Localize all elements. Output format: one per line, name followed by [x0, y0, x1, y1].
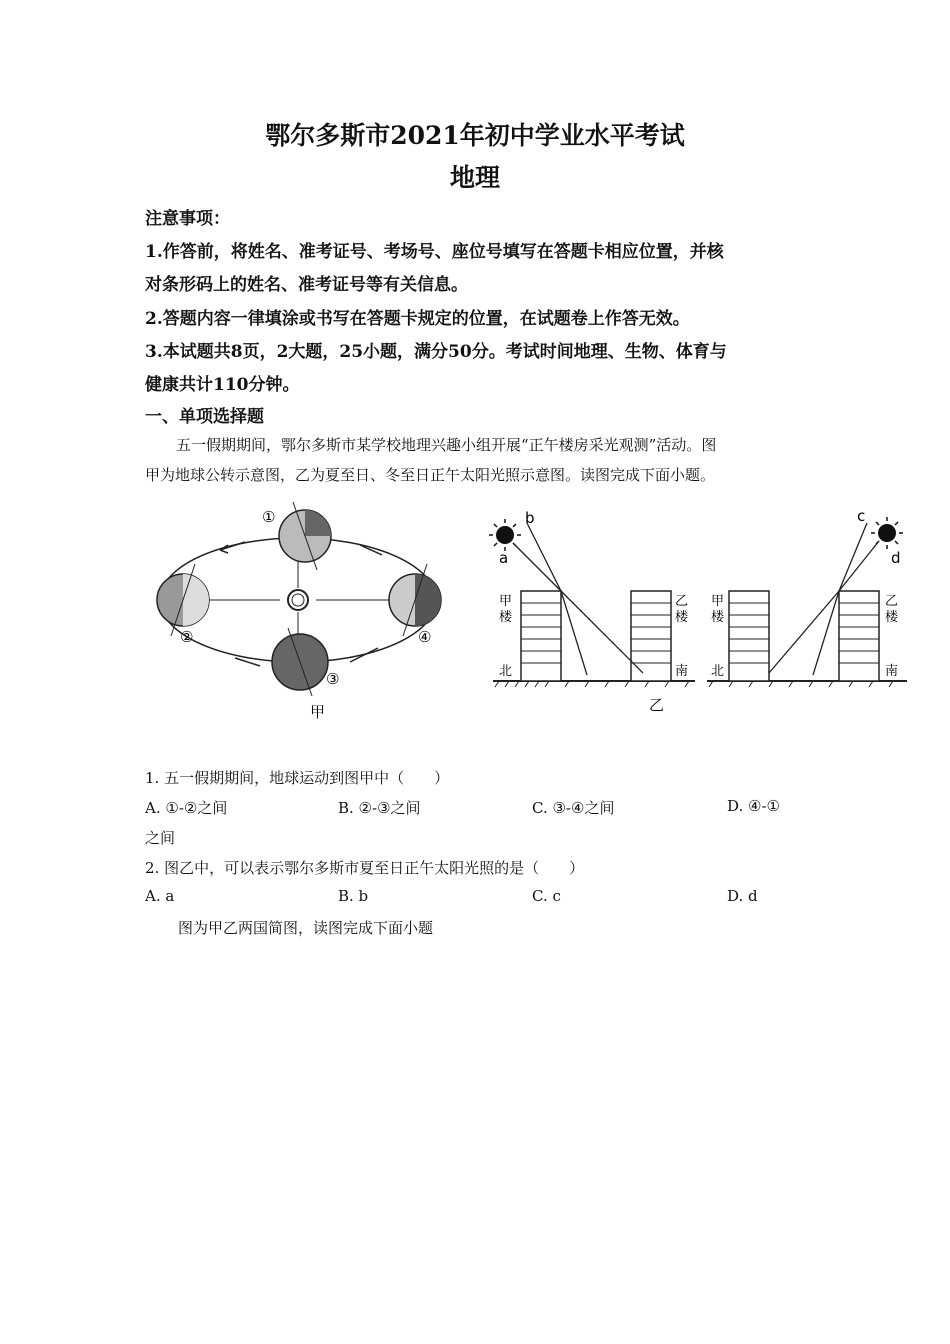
question-2-option-c[interactable]: C. c: [532, 887, 561, 905]
ray-label-c: c: [857, 507, 866, 525]
exam-title: 鄂尔多斯市2021年初中学业水平考试: [265, 121, 685, 150]
position-label-1: ①: [262, 508, 276, 526]
question-1-option-d[interactable]: D. ④-①: [727, 797, 780, 815]
illumination-diagram: [485, 505, 915, 720]
building-floor-lines: [521, 603, 879, 663]
earth-position-1: [279, 502, 331, 570]
position-label-3: ③: [326, 670, 340, 688]
label-south: 南: [885, 664, 899, 679]
intro-line-2: 甲为地球公转示意图，乙为夏至日、冬至日正午太阳光照示意图。读图完成下面小题。: [145, 466, 716, 484]
question-1-stem: 1. 五一假期期间，地球运动到图甲中（ ）: [145, 769, 450, 787]
label-lou: 楼: [711, 610, 725, 625]
notice-heading: 注意事项：: [145, 209, 230, 229]
revolution-diagram: [150, 500, 450, 725]
intro-line-1: 五一假期期间，鄂尔多斯市某学校地理兴趣小组开展“正午楼房采光观测”活动。图: [176, 436, 717, 454]
ray-label-b: b: [525, 509, 535, 527]
earth-position-4: [389, 564, 441, 636]
label-lou: 楼: [675, 610, 689, 625]
question-1-option-b[interactable]: B. ②-③之间: [338, 799, 421, 817]
figure-jia-label: 甲: [310, 703, 326, 721]
figure-yi-label: 乙: [649, 696, 665, 714]
section-heading: 一、单项选择题: [145, 407, 264, 427]
label-south: 南: [675, 664, 689, 679]
question-2-option-d[interactable]: D. d: [727, 887, 758, 905]
subject-title: 地理: [449, 163, 500, 192]
earth-position-3: [272, 628, 328, 696]
building-jia-left: [521, 591, 561, 681]
notice-item-3-line-2: 健康共计110分钟。: [145, 375, 300, 395]
earth-position-2: [157, 564, 209, 636]
question-2-option-b[interactable]: B. b: [338, 887, 369, 905]
orbit-arrow: [350, 648, 378, 662]
notice-item-3-line-1: 3.本试题共8页，2大题，25小题，满分50分。考试时间地理、生物、体育与: [145, 342, 727, 362]
question-1-option-d-tail: 之间: [145, 829, 176, 847]
label-yi: 乙: [675, 594, 689, 609]
building-jia-right: [729, 591, 769, 681]
sun-icon: [288, 590, 308, 610]
question-1-option-c[interactable]: C. ③-④之间: [532, 799, 615, 817]
question-2-stem: 2. 图乙中，可以表示鄂尔多斯市夏至日正午太阳光照的是（ ）: [145, 859, 585, 877]
notice-item-1-line-1: 1.作答前，将姓名、准考证号、考场号、座位号填写在答题卡相应位置，并核: [145, 242, 724, 262]
notice-item-1-line-2: 对条形码上的姓名、准考证号等有关信息。: [145, 275, 468, 295]
label-jia: 甲: [499, 594, 513, 609]
notice-item-2: 2.答题内容一律填涂或书写在答题卡规定的位置，在试题卷上作答无效。: [145, 309, 690, 329]
position-label-4: ④: [418, 628, 432, 646]
question-1-option-a[interactable]: A. ①-②之间: [145, 799, 228, 817]
label-north: 北: [499, 664, 513, 679]
label-lou: 楼: [885, 610, 899, 625]
label-yi: 乙: [885, 594, 899, 609]
building-yi-right: [839, 591, 879, 681]
ray-label-d: d: [891, 549, 901, 567]
label-north: 北: [711, 664, 725, 679]
next-question-intro: 图为甲乙两国简图，读图完成下面小题: [178, 919, 434, 937]
label-jia: 甲: [711, 594, 725, 609]
ray-label-a: a: [499, 549, 509, 567]
orbit-arrow: [220, 542, 245, 550]
position-label-2: ②: [180, 628, 194, 646]
question-2-option-a[interactable]: A. a: [145, 887, 175, 905]
label-lou: 楼: [499, 610, 513, 625]
